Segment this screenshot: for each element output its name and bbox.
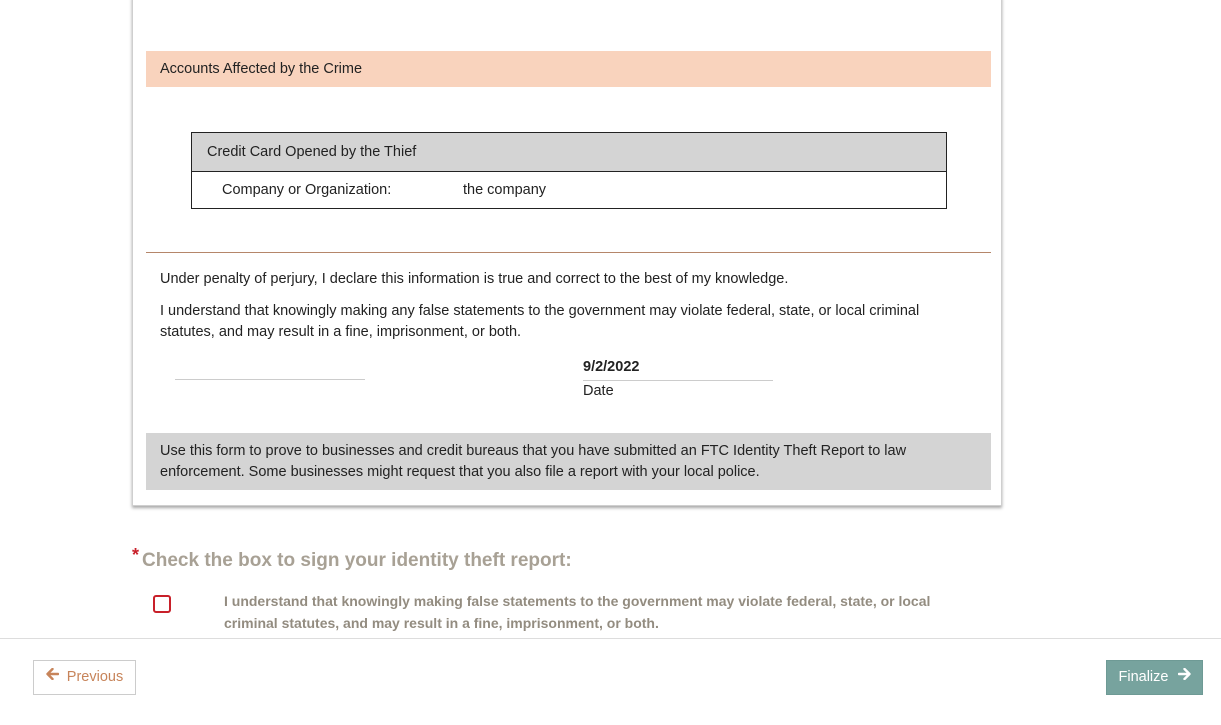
previous-button[interactable] [33, 660, 136, 695]
section-banner-accounts: Accounts Affected by the Crime [146, 51, 991, 87]
company-value: the company [463, 182, 547, 198]
table-row [192, 172, 946, 208]
false-statement-declaration: I understand that knowingly making any false statements to the government may violate federal, state, or local criminal statutes, and may result in a fine, imprisonment, or both. [160, 303, 920, 340]
account-table [191, 132, 947, 209]
arrow-left-icon [46, 660, 59, 693]
company-label: Company or Organization: [222, 182, 392, 198]
section-divider [146, 252, 991, 253]
previous-label: Previous [66, 669, 124, 686]
sign-heading [132, 545, 572, 572]
finalize-button[interactable] [1106, 660, 1203, 695]
required-marker: * [132, 545, 140, 565]
sign-report-checkbox[interactable] [153, 595, 171, 613]
usage-note: Use this form to prove to businesses and credit bureaus that you have submitted an FTC Identity Theft Report to law enforcement. Some businesses might request that you also file a report with your local police. [146, 433, 991, 490]
signature-line [175, 379, 365, 380]
sign-checkbox-label[interactable]: I understand that knowingly making false statements to the government may violate federal, state, or local criminal statutes, and may result in a fine, imprisonment, or both. [224, 593, 931, 631]
sign-heading-text: Check the box to sign your identity theft report: [142, 550, 572, 571]
account-table-header: Credit Card Opened by the Thief [192, 133, 946, 172]
identity-theft-report-preview [132, 0, 1002, 506]
finalize-label: Finalize [1118, 669, 1169, 686]
arrow-right-icon [1178, 660, 1191, 693]
date-label: Date [583, 383, 614, 399]
date-line [583, 380, 773, 381]
signature-date-value: 9/2/2022 [583, 359, 640, 375]
footer-nav [0, 638, 1221, 725]
perjury-declaration: Under penalty of perjury, I declare this information is true and correct to the best of my knowledge. [160, 271, 789, 287]
